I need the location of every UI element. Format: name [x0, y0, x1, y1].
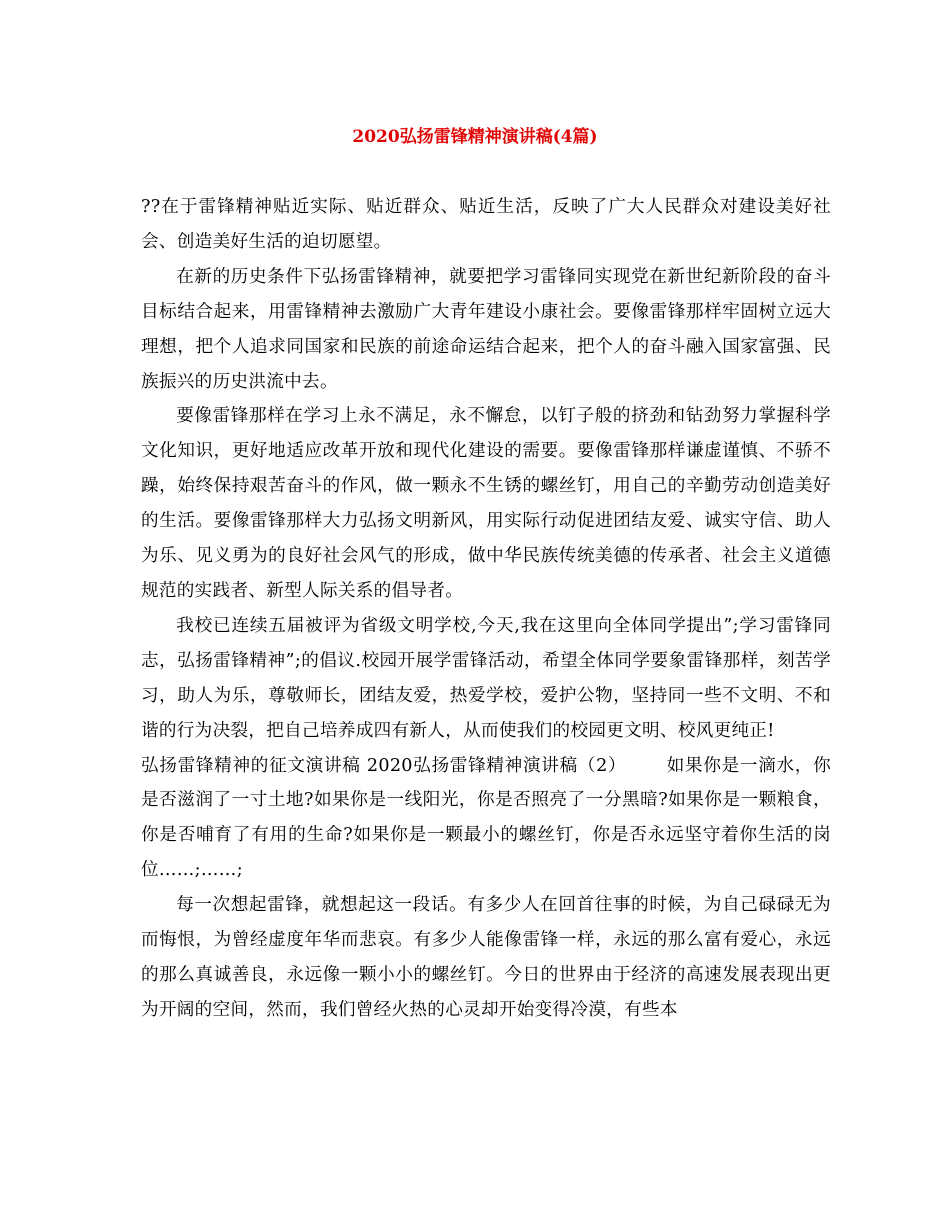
- paragraph-2: 在新的历史条件下弘扬雷锋精神，就要把学习雷锋同实现党在新世纪新阶段的奋斗目标结合起来，用雷锋精神去激励广大青年建设小康社会。要像雷锋那样牢固树立远大理想，把个人追求同国家和民族的前途命运结合起来，把个人的奋斗融入国家富强、民族振兴的历史洪流中去。: [141, 266, 831, 392]
- document-title: 2020弘扬雷锋精神演讲稿(4篇): [352, 127, 598, 147]
- paragraph-1: ??在于雷锋精神贴近实际、贴近群众、贴近生活，反映了广大人民群众对建设美好社会、创造美好生活的迫切愿望。: [141, 197, 831, 252]
- paragraph-4: 我校已连续五届被评为省级文明学校,今天,我在这里向全体同学提出”;学习雷锋同志，弘扬雷锋精神”;的倡议.校园开展学雷锋活动，希望全体同学要象雷锋那样，刻苦学习，助人为乐，尊敬师长，团结友爱，热爱学校，爱护公物，坚持同一些不文明、不和谐的行为决裂，把自己培养成四有新人，从而使我们的校园更文明、校风更纯正!: [141, 615, 831, 741]
- section-heading: 弘扬雷锋精神的征文演讲稿 2020弘扬雷锋精神演讲稿（2）: [141, 755, 627, 776]
- paragraph-5-text: 如果你是一滴水，你是否滋润了一寸土地?如果你是一线阳光，你是否照亮了一分黑暗?如果你是一颗粮食，你是否哺育了有用的生命?如果你是一颗最小的螺丝钉，你是否永远坚守着你生活的岗位……;……;: [141, 755, 831, 881]
- paragraph-5: [141, 749, 831, 889]
- paragraph-3: 要像雷锋那样在学习上永不满足，永不懈怠，以钉子般的挤劲和钻劲努力掌握科学文化知识，更好地适应改革开放和现代化建设的需要。要像雷锋那样谦虚谨慎、不骄不躁，始终保持艰苦奋斗的作风，做一颗永不生锈的螺丝钉，用自己的辛勤劳动创造美好的生活。要像雷锋那样大力弘扬文明新风，用实际行动促进团结友爱、诚实守信、助人为乐、见义勇为的良好社会风气的形成，做中华民族传统美德的传承者、社会主义道德规范的实践者、新型人际关系的倡导者。: [141, 406, 831, 601]
- paragraph-6: 每一次想起雷锋，就想起这一段话。有多少人在回首往事的时候，为自己碌碌无为而悔恨，为曾经虚度年华而悲哀。有多少人能像雷锋一样，永远的那么富有爱心，永远的那么真诚善良，永远像一颗小小的螺丝钉。今日的世界由于经济的高速发展表现出更为开阔的空间，然而，我们曾经火热的心灵却开始变得冷漠，有些本: [141, 895, 831, 1020]
- document-body: [141, 190, 831, 1028]
